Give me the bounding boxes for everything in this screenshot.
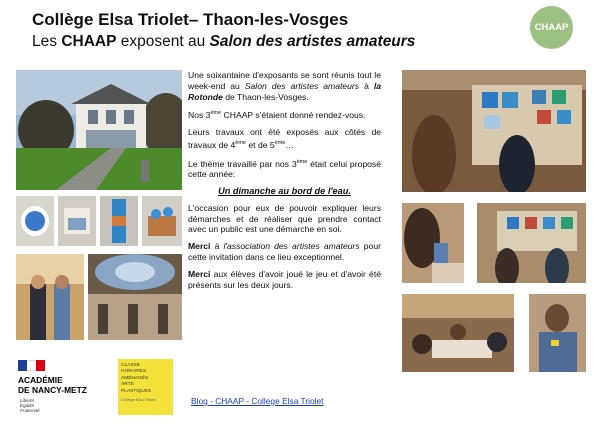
motto-fraternite: Fraternité	[20, 408, 40, 414]
photo-rotonde-building	[16, 70, 182, 190]
article-body	[188, 70, 381, 296]
logo-line: ARTS	[121, 382, 134, 388]
logo-line: CLASSE	[121, 363, 140, 368]
paragraph-students: Nos 3ème CHAAP s'étaient donné rendez-vous.	[188, 110, 366, 121]
motto-liberte: Liberté	[20, 398, 35, 403]
subtitle-prefix: Les	[32, 33, 57, 50]
photo-artwork-1	[16, 196, 54, 246]
blog-link[interactable]: Blog - CHAAP - College Elsa Triolet	[191, 396, 324, 406]
logo-line: HORAIRES	[121, 369, 147, 375]
academy-logo-text	[18, 375, 87, 395]
paragraph-occasion: L'occasion pour eux de pouvoir expliquer leurs démarches et de réaliser que prendre contact avec un public est une démarche en soi.	[188, 202, 381, 235]
subtitle-event: Salon des artistes amateurs	[209, 33, 416, 50]
photo-student-portrait	[529, 294, 586, 372]
photo-students-table	[402, 294, 514, 372]
paragraph-thanks-students: Merci aux élèves d'avoir joué le jeu et d'avoir été présents sur les deux jours.	[188, 268, 381, 290]
photo-rotonde-dome	[88, 254, 182, 340]
photo-artwork-3	[100, 196, 138, 246]
subtitle-middle: exposent au	[120, 33, 206, 50]
paragraph-intro: Une soixantaine d'exposants se sont réunis tout le week-end au Salon des artistes amateurs à la Rotonde de Thaon-les-Vosges.	[188, 70, 382, 102]
motto-egalite: Égalité	[20, 403, 35, 409]
chaap-logo	[118, 359, 173, 415]
photo-exhibition-wall	[402, 70, 586, 192]
paragraph-thanks-association: Merci à l'association des artistes amateurs pour cette invitation dans ce lieu exceptionnel.	[188, 241, 381, 262]
theme-title: Un dimanche au bord de l'eau.	[218, 185, 351, 196]
photo-student-phone	[402, 203, 464, 283]
logo-signature: Collège Elsa Triolet	[121, 397, 156, 403]
academy-line2: DE NANCY-METZ	[18, 385, 87, 395]
page-subtitle	[32, 33, 415, 51]
academy-line1: ACADÉMIE	[18, 375, 63, 385]
paragraph-theme: Le thème travaillé par nos 3ème était celui proposé cette année:	[188, 158, 381, 180]
photo-artwork-4	[142, 196, 182, 246]
logo-line: AMÉNAGÉS	[121, 375, 149, 381]
photo-artwork-2	[58, 196, 96, 246]
logo-line: PLASTIQUES	[121, 388, 152, 394]
page-title: Collège Elsa Triolet– Thaon-les-Vosges	[32, 10, 349, 29]
republic-flag-icon	[18, 360, 45, 371]
republic-motto	[20, 398, 40, 414]
chaap-badge: CHAAP	[530, 6, 573, 49]
photo-exhibition-visitors	[477, 203, 586, 283]
photo-students-pair	[16, 254, 84, 340]
subtitle-brand: CHAAP	[61, 33, 117, 50]
paragraph-works: Leurs travaux ont été exposés aux côtés de travaux de 4ème et de 5ème…	[188, 127, 381, 150]
